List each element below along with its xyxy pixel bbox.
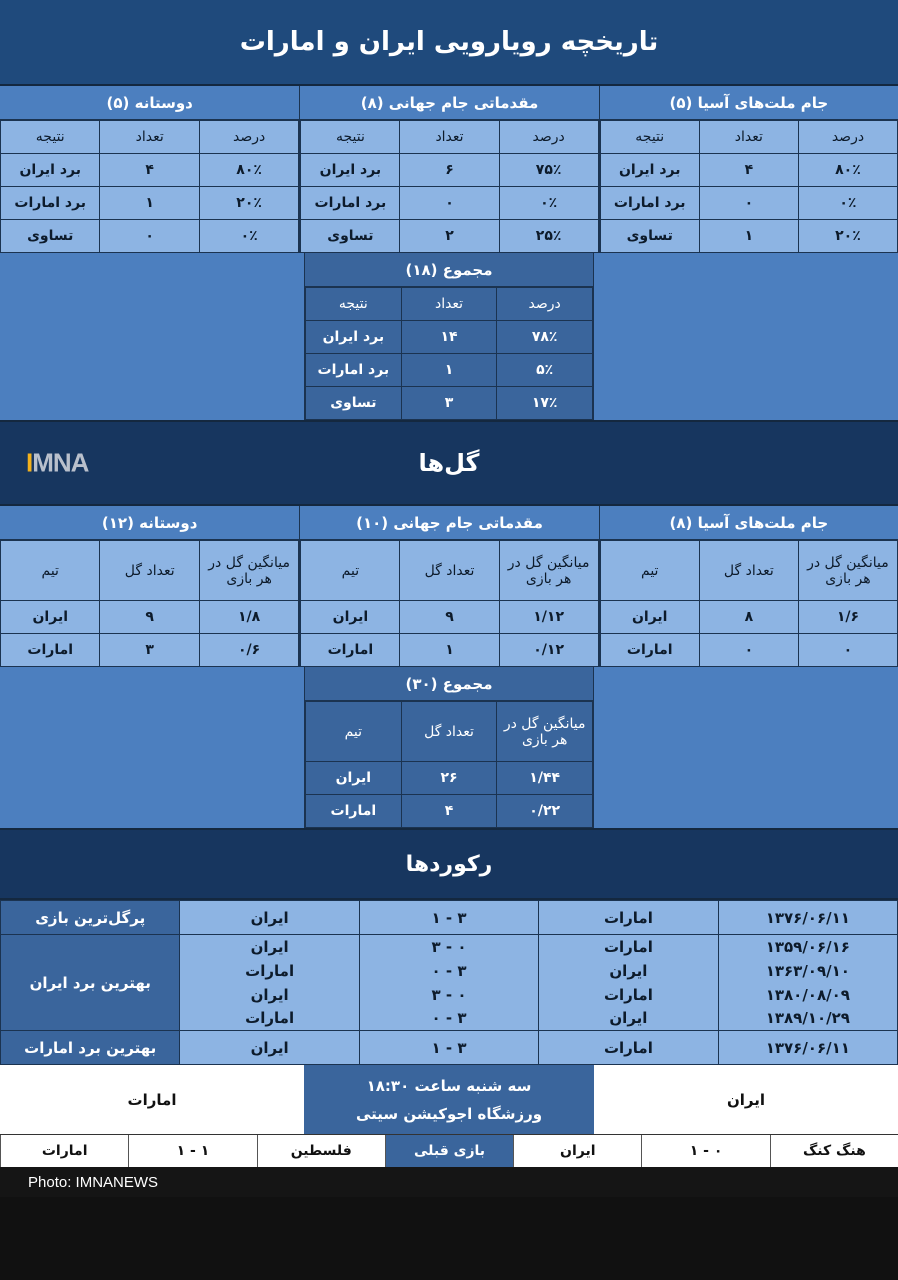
cell: ۰/۱۲ — [499, 634, 598, 667]
table-row — [306, 387, 593, 420]
cell: ۱/۸ — [199, 601, 298, 634]
next-match-time: سه شنبه ساعت ۱۸:۳۰ — [366, 1076, 532, 1095]
cell: ۰ — [699, 634, 798, 667]
cell: ۳ — [401, 387, 497, 420]
next-match — [0, 1065, 898, 1135]
imna-logo: IMNA — [26, 447, 89, 478]
cell: ۹ — [100, 601, 199, 634]
next-home-team: ایران — [726, 1090, 766, 1109]
cell: ایران — [600, 601, 699, 634]
column-header: تعداد گل — [401, 702, 497, 762]
column-header: تیم — [600, 541, 699, 601]
column-header: نتیجه — [1, 121, 100, 154]
next-away-team: امارات — [127, 1090, 177, 1109]
block-title: دوستانه (۵) — [0, 86, 299, 120]
column-header: تیم — [306, 702, 402, 762]
total-title: مجموع (۳۰) — [305, 667, 593, 701]
cell: ۲۶ — [401, 762, 497, 795]
cell: ۱/۶ — [798, 601, 897, 634]
block-title: مقدماتی جام جهانی (۸) — [300, 86, 598, 120]
cell: ۰٪ — [798, 187, 897, 220]
prev-iran-team: ایران — [513, 1135, 641, 1167]
table-row — [301, 220, 598, 253]
table-row — [306, 321, 593, 354]
block-title: مقدماتی جام جهانی (۱۰) — [300, 506, 598, 540]
goals-title: گل‌ها — [418, 449, 480, 477]
cell: برد امارات — [600, 187, 699, 220]
table-row — [301, 634, 598, 667]
cell: امارات — [600, 634, 699, 667]
cell: ۱/۴۴ — [497, 762, 593, 795]
prev-iran-score: ۰ - ۱ — [641, 1135, 769, 1167]
cell: ایران — [301, 601, 400, 634]
cell: ۱ — [699, 220, 798, 253]
column-header: میانگین گل در هر بازی — [798, 541, 897, 601]
prev-uae-team: امارات — [0, 1135, 128, 1167]
cell: برد ایران — [1, 154, 100, 187]
table-row — [1, 154, 299, 187]
column-header: نتیجه — [301, 121, 400, 154]
table-row — [1, 220, 299, 253]
prev-label: بازی قبلی — [385, 1135, 513, 1167]
cell: ۰/۶ — [199, 634, 298, 667]
cell: ۷۵٪ — [499, 154, 598, 187]
stat-block — [599, 86, 898, 253]
cell: ۱ — [401, 354, 497, 387]
prev-uae-score: ۱ - ۱ — [128, 1135, 256, 1167]
results-total-row — [0, 253, 898, 422]
column-header: درصد — [798, 121, 897, 154]
table-row — [600, 220, 897, 253]
goals-total-row — [0, 667, 898, 830]
column-header: نتیجه — [306, 288, 402, 321]
photo-credit: Photo: IMNANEWS — [0, 1167, 898, 1197]
prev-iran-opponent: هنگ کنگ — [770, 1135, 898, 1167]
cell: ۸۰٪ — [199, 154, 298, 187]
cell: ۴ — [100, 154, 199, 187]
column-header: درصد — [497, 288, 593, 321]
cell: ۰٪ — [499, 187, 598, 220]
cell: امارات — [301, 634, 400, 667]
column-header: نتیجه — [600, 121, 699, 154]
cell: امارات — [1, 634, 100, 667]
table-row — [600, 154, 897, 187]
cell: تساوی — [306, 387, 402, 420]
records-table: ۱۳۷۶/۰۶/۱۱ امارات ۳ - ۱ ایران پرگل‌ترین بازی ۱۳۵۹/۰۶/۱۶ امارات ۰ - ۳ ایران بهترین برد ایران ۱۳۶۳/۰۹/۱۰ ایران ۳ - ۰ امارات ۱۳۸۰/۰۸/۰۹ امارات ۰ - ۳ ایران ۱۳۸۹/۱۰/۲۹ ایران ۳ - ۰ امارات ۱۳۷۶/۰۶/۱۱ امارات ۳ - ۱ ایران بهترین برد امارات — [0, 900, 898, 1065]
table-row — [301, 601, 598, 634]
table-row — [1, 601, 299, 634]
table-row — [600, 634, 897, 667]
cell: ۰٪ — [199, 220, 298, 253]
cell: ۱ — [400, 634, 499, 667]
cell: ۴ — [401, 795, 497, 828]
cell: ۲۰٪ — [798, 220, 897, 253]
stat-block — [0, 86, 299, 253]
cell: ۳ — [100, 634, 199, 667]
column-header: درصد — [199, 121, 298, 154]
cell: ۰ — [699, 187, 798, 220]
cell: ۲۵٪ — [499, 220, 598, 253]
table-row — [306, 762, 593, 795]
table-row — [306, 354, 593, 387]
column-header: میانگین گل در هر بازی — [497, 702, 593, 762]
cell: برد ایران — [600, 154, 699, 187]
table-row — [1, 187, 299, 220]
table-row — [1, 634, 299, 667]
prev-uae-opponent: فلسطین — [257, 1135, 385, 1167]
stat-block — [299, 86, 598, 253]
page-title: تاریخچه رویارویی ایران و امارات — [0, 0, 898, 86]
cell: ۱۴ — [401, 321, 497, 354]
column-header: درصد — [499, 121, 598, 154]
cell: ۰ — [798, 634, 897, 667]
column-header: میانگین گل در هر بازی — [499, 541, 598, 601]
stat-block — [0, 506, 299, 667]
cell: ۱/۱۲ — [499, 601, 598, 634]
cell: ۸ — [699, 601, 798, 634]
cell: امارات — [306, 795, 402, 828]
cell: برد امارات — [306, 354, 402, 387]
cell: ایران — [306, 762, 402, 795]
column-header: تعداد گل — [100, 541, 199, 601]
goals-title-banner — [0, 422, 898, 506]
column-header: تعداد — [699, 121, 798, 154]
cell: برد امارات — [301, 187, 400, 220]
previous-matches — [0, 1135, 898, 1167]
cell: ۶ — [400, 154, 499, 187]
column-header: تعداد — [400, 121, 499, 154]
table-row — [301, 154, 598, 187]
cell: برد امارات — [1, 187, 100, 220]
stat-block — [599, 506, 898, 667]
cell: برد ایران — [301, 154, 400, 187]
cell: ۸۰٪ — [798, 154, 897, 187]
column-header: تیم — [1, 541, 100, 601]
cell: تساوی — [301, 220, 400, 253]
goals-row — [0, 506, 898, 667]
cell: ۰/۲۲ — [497, 795, 593, 828]
table-row — [600, 601, 897, 634]
next-match-info — [304, 1065, 594, 1134]
cell: ۵٪ — [497, 354, 593, 387]
cell: ۱ — [100, 187, 199, 220]
column-header: تیم — [301, 541, 400, 601]
table-row — [306, 795, 593, 828]
cell: ۱۷٪ — [497, 387, 593, 420]
block-title: دوستانه (۱۲) — [0, 506, 299, 540]
cell: ایران — [1, 601, 100, 634]
cell: تساوی — [1, 220, 100, 253]
cell: ۷۸٪ — [497, 321, 593, 354]
records-title: رکوردها — [0, 830, 898, 900]
cell: ۰ — [100, 220, 199, 253]
total-title: مجموع (۱۸) — [305, 253, 593, 287]
column-header: میانگین گل در هر بازی — [199, 541, 298, 601]
cell: ۰ — [400, 187, 499, 220]
cell: ۹ — [400, 601, 499, 634]
cell: تساوی — [600, 220, 699, 253]
cell: ۴ — [699, 154, 798, 187]
stat-block — [299, 506, 598, 667]
column-header: تعداد — [401, 288, 497, 321]
results-row — [0, 86, 898, 253]
column-header: تعداد گل — [699, 541, 798, 601]
cell: برد ایران — [306, 321, 402, 354]
next-match-venue: ورزشگاه اجوکیشن سیتی — [355, 1104, 543, 1123]
table-row — [600, 187, 897, 220]
column-header: تعداد — [100, 121, 199, 154]
block-title: جام ملت‌های آسیا (۵) — [600, 86, 898, 120]
column-header: تعداد گل — [400, 541, 499, 601]
cell: ۲ — [400, 220, 499, 253]
table-row — [301, 187, 598, 220]
cell: ۲۰٪ — [199, 187, 298, 220]
block-title: جام ملت‌های آسیا (۸) — [600, 506, 898, 540]
